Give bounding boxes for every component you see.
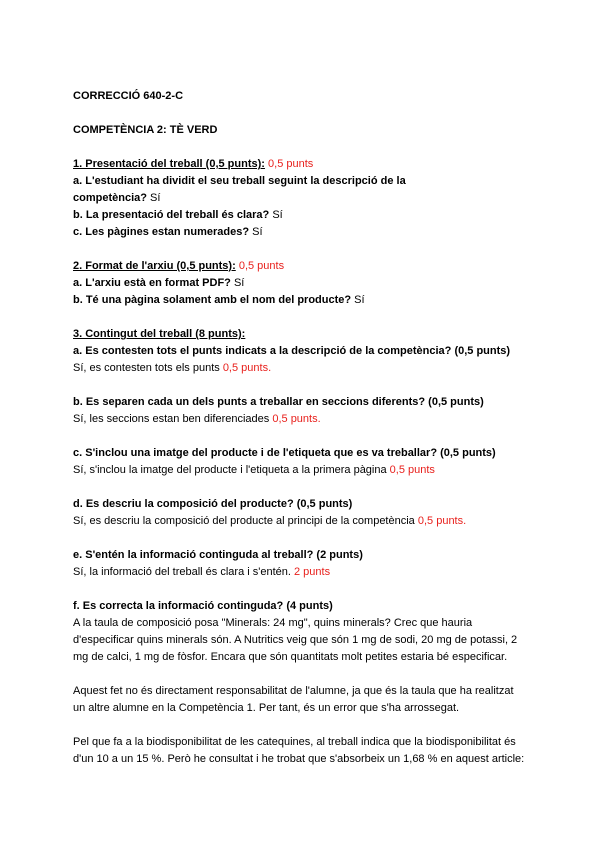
s3-question-d: d. Es descriu la composició del producte? (0,5 punts) (73, 498, 353, 510)
s3-question-c: c. S'inclou una imatge del producte i de l'etiqueta que es va treballar? (0,5 punts) (73, 447, 496, 459)
s3-answer-d (73, 513, 533, 530)
s3-question-b: b. Es separen cada un dels punts a treballar en seccions diferents? (0,5 punts) (73, 396, 484, 408)
s3-answer-e (73, 564, 533, 581)
s2-answer-b: Sí (354, 294, 365, 306)
s3-answer-c (73, 462, 533, 479)
section-1-heading (73, 156, 533, 173)
s2-question-b-text: b. Té una pàgina solament amb el nom del producte? (73, 294, 352, 306)
s3-answer-e-text: Sí, la informació del treball és clara i s'entén. (73, 566, 291, 578)
s2-question-b (73, 292, 533, 309)
s3-question-e: e. S'entén la informació continguda al treball? (2 punts) (73, 549, 363, 561)
s1-question-b (73, 207, 533, 224)
document-page (73, 88, 533, 768)
s2-question-a (73, 275, 533, 292)
s3-question-a: a. Es contesten tots el punts indicats a la descripció de la competència? (0,5 punts) (73, 345, 511, 357)
s3-score-c: 0,5 punts (389, 464, 435, 476)
s1-question-a-text: competència? (73, 192, 147, 204)
s3-score-a: 0,5 punts. (222, 362, 272, 374)
section-3-title: 3. Contingut del treball (8 punts): (73, 328, 246, 340)
s2-question-a-text: a. L'arxiu està en format PDF? (73, 277, 231, 289)
s3-f-paragraph-2-line: Aquest fet no és directament responsabilitat de l'alumne, ja que és la taula que ha realitzat (73, 685, 514, 697)
s1-question-c (73, 224, 533, 241)
s3-f-paragraph-1-line: d'especificar quins minerals són. A Nutritics veig que són 1 mg de sodi, 20 mg de potassi, 2 (73, 634, 518, 646)
s3-f-paragraph-1-line: mg de calci, 1 mg de fòsfor. Encara que són quantitats molt petites estaria bé especificar. (73, 651, 508, 663)
correction-code: CORRECCIÓ 640-2-C (73, 90, 184, 102)
section-2-score: 0,5 punts (238, 260, 285, 272)
s3-score-d: 0,5 punts. (417, 515, 467, 527)
section-2-heading (73, 258, 533, 275)
s1-question-b-text: b. La presentació del treball és clara? (73, 209, 270, 221)
s3-answer-a-text: Sí, es contesten tots els punts (73, 362, 220, 374)
section-2-title: 2. Format de l'arxiu (0,5 punts): (73, 260, 236, 272)
competence-title: COMPETÈNCIA 2: TÈ VERD (73, 124, 218, 136)
s3-f-paragraph-1-line: A la taula de composició posa "Minerals: 24 mg", quins minerals? Crec que hauria (73, 617, 473, 629)
section-1-score: 0,5 punts (268, 158, 314, 170)
s1-question-a-line2 (73, 190, 533, 207)
s3-score-e: 2 punts (294, 566, 331, 578)
s3-score-b: 0,5 punts. (272, 413, 321, 425)
s3-answer-b-text: Sí, les seccions estan ben diferenciades (73, 413, 270, 425)
s1-answer-a: Sí (150, 192, 161, 204)
s3-answer-a (73, 360, 533, 377)
s1-answer-c: Sí (252, 226, 263, 238)
s3-f-paragraph-3-line: Pel que fa a la biodisponibilitat de les catequines, al treball indica que la biodisponibilitat és (73, 736, 516, 748)
s3-f-paragraph-2-line: un altre alumne en la Competència 1. Per tant, és un error que s'ha arrossegat. (73, 702, 460, 714)
section-1-title: 1. Presentació del treball (0,5 punts): (73, 158, 265, 170)
s3-question-f: f. Es correcta la informació continguda? (4 punts) (73, 600, 333, 612)
s3-f-paragraph-3-line: d'un 10 a un 15 %. Però he consultat i he trobat que s'absorbeix un 1,68 % en aquest article: (73, 753, 525, 765)
s3-answer-c-text: Sí, s'inclou la imatge del producte i l'etiqueta a la primera pàgina (73, 464, 387, 476)
s3-answer-d-text: Sí, es descriu la composició del producte al principi de la competència (73, 515, 415, 527)
s1-answer-b: Sí (272, 209, 283, 221)
s1-question-c-text: c. Les pàgines estan numerades? (73, 226, 250, 238)
s3-answer-b (73, 411, 533, 428)
s2-answer-a: Sí (233, 277, 245, 289)
s1-question-a-line1: a. L'estudiant ha dividit el seu treball seguint la descripció de la (73, 175, 406, 187)
